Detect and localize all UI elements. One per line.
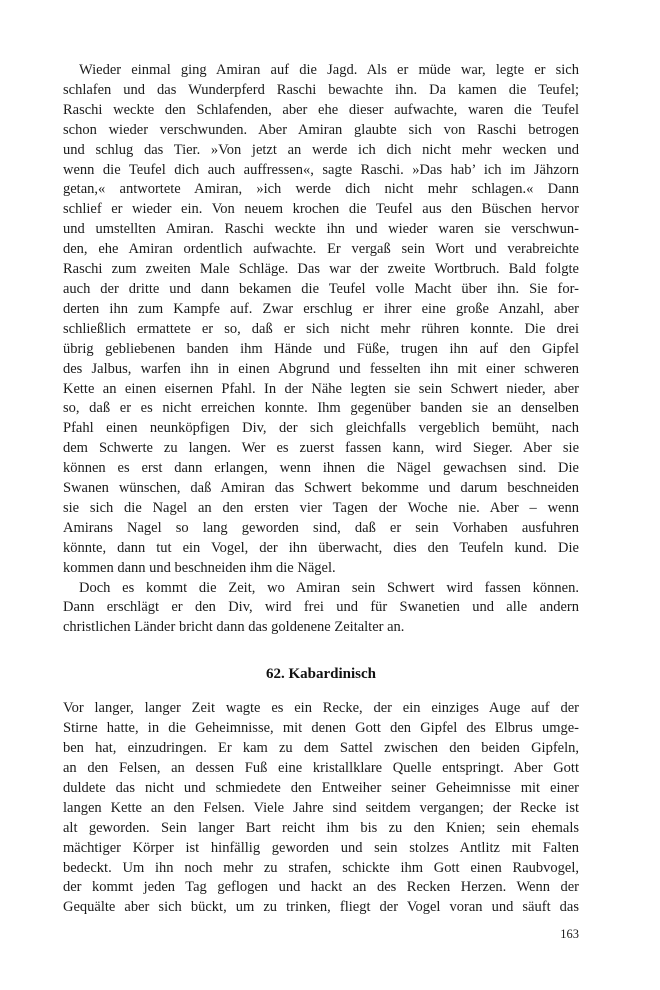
text-line: schon wieder verschwunden. Aber Amiran glaubte sich von Raschi betrogen (63, 121, 579, 138)
text-line: Vor langer, langer Zeit wagte es ein Recke, der ein einziges Auge auf der (63, 700, 579, 717)
text-line: Gequälte aber sich bückt, um zu trinken, fliegt der Vogel voran und säuft das (63, 899, 579, 916)
text-line: ben hat, einzudringen. Er kam zu dem Sattel zwischen den beiden Gipfeln, (63, 740, 579, 757)
text-line: duldete das nicht und schmiedete den Entweiher seiner Geheimnisse mit einer (63, 779, 579, 796)
text-block (63, 61, 579, 918)
text-line: Raschi zum zweiten Male Schläge. Das war der zweite Wortbruch. Bald folgte (63, 261, 579, 278)
text-line: schließlich ermattete er so, daß er sich nicht mehr rühren konnte. Die drei (63, 320, 579, 337)
text-line: könnte, dann tut ein Vogel, der ihn überwacht, dies den Teufeln kund. Die (63, 539, 579, 556)
text-line: sie sich die Nagel an den ersten vier Tagen der Woche nie. Aber – wenn (63, 499, 579, 516)
text-line: alt geworden. Sein langer Bart reicht ihm bis zu den Knien; sein ehemals (63, 819, 579, 836)
text-line: der kommt jeden Tag geflogen und hackt an des Recken Herzen. Wenn der (63, 879, 579, 896)
text-line: des Jalbus, warfen ihn in einen Abgrund und fesselten ihn mit einer schweren (63, 360, 579, 377)
text-line: Kette an einen eisernen Pfahl. In der Nähe legten sie sein Schwert nieder, aber (63, 380, 579, 397)
text-line: wenn die Teufel dich auch auffressen«, sagte Raschi. »Das hab’ ich im Jähzorn (63, 161, 579, 178)
text-line: mächtiger Körper ist hinfällig geworden und sein stolzes Antlitz mit Falten (63, 839, 579, 856)
text-line: dem Schwerte zu langen. Wer es zuerst fassen kann, wird Sieger. Aber sie (63, 440, 579, 457)
text-line: Amirans Nagel so lang geworden sind, daß er sein Vorhaben ausfuhren (63, 519, 579, 536)
text-line: derten ihn zum Kampfe auf. Zwar erschlug er ihrer eine große Anzahl, aber (63, 300, 579, 317)
text-line: schlief er wieder ein. Von neuem krochen die Teufel aus den Büschen hervor (63, 201, 579, 218)
text-line: schlafen und das Wunderpferd Raschi bewachte ihn. Da kamen die Teufel; (63, 81, 579, 98)
page-number: 163 (560, 927, 579, 941)
text-line: können es erst dann erlangen, wenn ihnen die Nägel gewachsen sind. Die (63, 460, 579, 477)
text-line: Pfahl einen neunköpfigen Div, der sich gleichfalls vergeblich bemüht, nach (63, 420, 579, 437)
text-line: christlichen Länder bricht dann das goldenene Zeitalter an. (63, 619, 405, 636)
text-line: Dann erschlägt er den Div, wird frei und für Swanetien und alle andern (63, 599, 579, 616)
text-line: Swanen wünschen, daß Amiran das Schwert bekomme und darum beschneiden (63, 480, 579, 497)
text-line: auch der dritte und dann bekamen die Teufel volle Macht über ihn. Sie for- (63, 280, 579, 297)
text-line: langen Kette an den Felsen. Viele Jahre sind seitdem vergangen; der Recke ist (63, 799, 579, 816)
text-line: getan,« antwortete Amiran, »ich werde dich nicht mehr schlagen.« Dann (63, 181, 579, 198)
text-line: den, ehe Amiran ordentlich aufwachte. Er vergaß sein Wort und verabreichte (63, 241, 579, 258)
text-line: an den Felsen, an dessen Fuß eine kristallklare Quelle entspringt. Aber Gott (63, 760, 579, 776)
text-line: so, daß er es nicht erreichen konnte. Ihm gegenüber banden sie an denselben (63, 400, 579, 417)
text-line: Raschi weckte den Schlafenden, aber ehe dieser aufwachte, waren die Teufel (63, 101, 579, 118)
text-line: übrig gebliebenen banden ihm Hände und Füße, trugen ihn auf den Gipfel (63, 340, 579, 357)
section-heading: 62. Kabardinisch (265, 666, 377, 683)
text-line: bedeckt. Um ihn noch mehr zu strafen, schickte ihm Gott einen Raubvogel, (63, 859, 579, 876)
text-line: und schlug das Tier. »Von jetzt an werde ich dich nicht mehr wecken und (63, 141, 579, 158)
text-line: und umstellten Amiran. Raschi weckte ihn und wieder waren sie verschwun- (63, 221, 579, 238)
text-line: Doch es kommt die Zeit, wo Amiran sein Schwert wird fassen können. (79, 579, 579, 596)
text-line: Wieder einmal ging Amiran auf die Jagd. Als er müde war, legte er sich (79, 62, 579, 78)
text-line: Stirne hatte, in die Geheimnisse, mit denen Gott den Gipfel des Elbrus umge- (63, 720, 579, 737)
text-line: kommen dann und beschneiden ihm die Nägel. (63, 559, 336, 576)
